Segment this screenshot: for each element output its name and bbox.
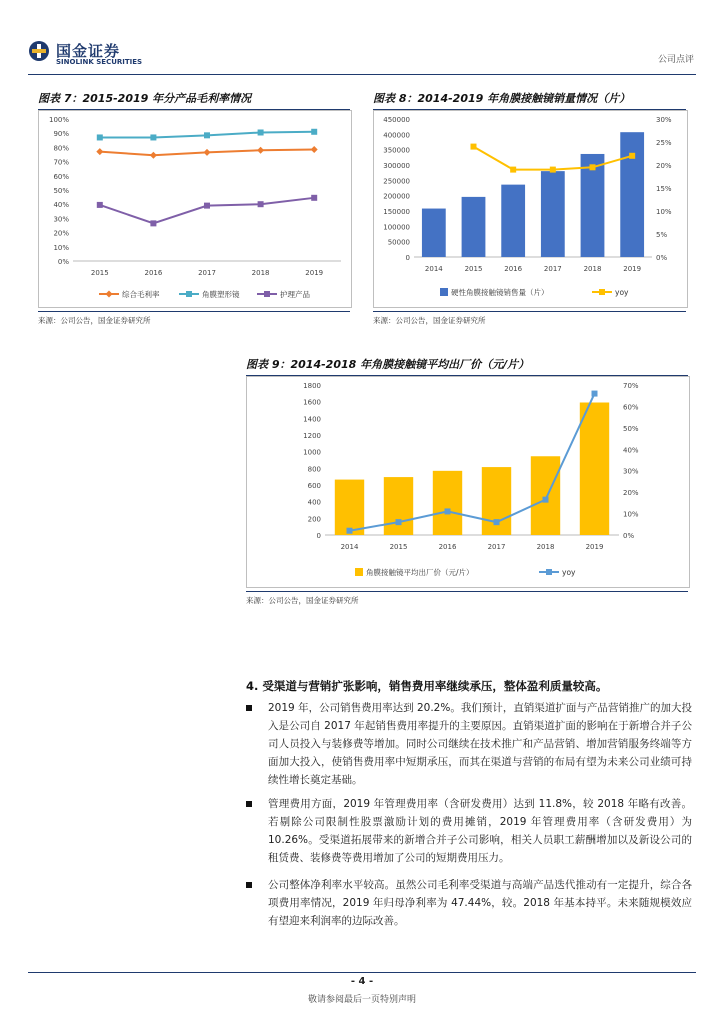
bar <box>433 471 462 535</box>
document-type: 公司点评 <box>657 55 694 65</box>
x-tick-label: 2014 <box>424 265 443 273</box>
bullet-item <box>246 795 692 867</box>
y-right-tick-label: 0% <box>656 254 668 262</box>
y-left-tick-label: 0 <box>316 532 321 540</box>
y-tick-label: 100% <box>48 116 69 124</box>
fig7-chart-frame <box>38 110 352 308</box>
legend-marker <box>264 291 270 297</box>
data-point <box>204 132 210 138</box>
data-point <box>96 148 103 155</box>
logo-text-cn: 国金证券 <box>56 42 121 60</box>
y-right-tick-label: 15% <box>656 185 672 193</box>
y-right-tick-label: 60% <box>623 403 639 412</box>
x-tick-label: 2016 <box>144 269 163 277</box>
y-tick-label: 70% <box>53 158 69 167</box>
legend-label: yoy <box>562 568 576 577</box>
data-point <box>150 220 156 226</box>
y-left-tick-label: 1400 <box>303 415 321 424</box>
y-tick-label: 50% <box>53 187 69 195</box>
yoy-point <box>396 519 402 525</box>
data-point <box>97 202 103 208</box>
bar <box>384 477 413 535</box>
legend-label: 综合毛利率 <box>122 290 160 299</box>
x-tick-label: 2019 <box>585 543 604 551</box>
y-left-tick-label: 1000 <box>303 448 321 457</box>
yoy-point <box>347 528 353 534</box>
y-left-tick-label: 100000 <box>383 223 410 232</box>
bar <box>462 197 486 257</box>
fig9-chart <box>247 377 689 587</box>
y-right-tick-label: 5% <box>656 231 668 239</box>
y-left-tick-label: 450000 <box>383 116 410 124</box>
yoy-point <box>445 508 451 514</box>
bar <box>501 185 525 257</box>
y-tick-label: 40% <box>53 201 69 210</box>
fig9-chart-frame <box>246 376 690 588</box>
x-tick-label: 2017 <box>487 543 506 551</box>
y-right-tick-label: 70% <box>623 382 639 390</box>
legend-marker <box>546 569 552 575</box>
y-left-tick-label: 250000 <box>383 177 410 186</box>
yoy-point <box>629 153 635 159</box>
y-left-tick-label: 350000 <box>383 146 410 155</box>
company-logo-icon <box>28 40 50 62</box>
x-tick-label: 2015 <box>90 269 109 277</box>
bar <box>422 209 446 257</box>
y-left-tick-label: 1600 <box>303 398 321 407</box>
data-point <box>311 129 317 135</box>
legend-marker <box>106 291 113 298</box>
x-tick-label: 2015 <box>389 543 408 551</box>
y-tick-label: 20% <box>53 229 69 238</box>
y-left-tick-label: 150000 <box>383 208 410 216</box>
bullet-text: 管理费用方面，2019 年管理费用率（含研发费用）达到 11.8%，较 2018 年略有改善。若剔除公司限制性股票激励计划的费用摊销，2019 年管理费用率（含研发费用）为 10.26%。受渠道拓展带来的新增合并子公司影响，相关人员职工薪酬增加以及新设公司的租赁费、装修费等费用增加了公司的短期费用压力。 <box>268 798 692 864</box>
data-point <box>311 195 317 201</box>
bar <box>620 132 644 257</box>
y-left-tick-label: 600 <box>307 482 321 490</box>
legend-label: 角膜塑形镜 <box>202 290 240 299</box>
x-tick-label: 2016 <box>504 265 523 273</box>
x-tick-label: 2018 <box>251 269 270 277</box>
y-right-tick-label: 20% <box>656 162 672 170</box>
logo-text-en: SINOLINK SECURITIES <box>56 58 143 66</box>
yoy-point <box>592 391 598 397</box>
y-right-tick-label: 30% <box>656 116 672 124</box>
data-point <box>311 146 318 153</box>
x-tick-label: 2017 <box>198 269 216 277</box>
fig7-title: 图表 7：2015-2019 年分产品毛利率情况 <box>38 90 350 110</box>
section-heading: 4. 受渠道与营销扩张影响，销售费用率继续承压，整体盈利质量较高。 <box>246 679 608 693</box>
yoy-point <box>550 167 556 173</box>
y-left-tick-label: 1800 <box>303 382 321 390</box>
yoy-point <box>510 167 516 173</box>
x-tick-label: 2019 <box>305 269 324 277</box>
fig9-source: 来源：公司公告，国金证券研究所 <box>246 591 688 606</box>
bullet-square-icon <box>246 801 252 807</box>
y-tick-label: 90% <box>53 130 69 139</box>
y-left-tick-label: 400000 <box>383 131 410 140</box>
x-tick-label: 2017 <box>543 265 562 273</box>
y-right-tick-label: 40% <box>623 446 639 455</box>
y-tick-label: 30% <box>53 215 69 224</box>
data-point <box>258 201 264 207</box>
y-right-tick-label: 0% <box>623 532 635 540</box>
legend-label: yoy <box>615 288 629 297</box>
bullet-item <box>246 699 692 789</box>
yoy-point <box>543 497 549 503</box>
y-left-tick-label: 1200 <box>303 432 321 440</box>
legend-label: 角膜接触镜平均出厂价（元/片） <box>366 568 474 577</box>
data-point <box>204 203 210 209</box>
yoy-point <box>590 164 596 170</box>
header-divider <box>28 74 696 75</box>
fig8-title: 图表 8：2014-2019 年角膜接触镜销量情况（片） <box>373 90 686 110</box>
yoy-line <box>474 147 633 170</box>
y-tick-label: 10% <box>53 243 69 252</box>
page-number: - 4 - <box>350 976 374 987</box>
x-tick-label: 2018 <box>536 543 555 551</box>
bullet-square-icon <box>246 882 252 888</box>
y-left-tick-label: 0 <box>405 254 410 262</box>
legend-swatch-bar <box>355 568 363 576</box>
x-tick-label: 2019 <box>623 265 642 273</box>
y-right-tick-label: 20% <box>623 489 639 498</box>
y-right-tick-label: 50% <box>623 424 639 433</box>
x-tick-label: 2018 <box>583 265 602 273</box>
fig9-title: 图表 9：2014-2018 年角膜接触镜平均出厂价（元/片） <box>246 356 688 376</box>
y-tick-label: 80% <box>53 144 69 153</box>
bullet-text: 公司整体净利率水平较高。虽然公司毛利率受渠道与高端产品迭代推动有一定提升，综合各项费用率情况，2019 年归母净利率为 47.44%，较。2018 年基本持平。未来随规模效应有望迎来利润率的边际改善。 <box>268 879 692 927</box>
y-right-tick-label: 25% <box>656 139 672 147</box>
bar <box>335 480 364 535</box>
data-point <box>97 134 103 140</box>
y-right-tick-label: 10% <box>623 510 639 519</box>
bullet-item <box>246 876 692 930</box>
data-point <box>150 134 156 140</box>
y-left-tick-label: 800 <box>307 465 321 474</box>
y-tick-label: 60% <box>53 172 69 181</box>
y-right-tick-label: 10% <box>656 208 672 216</box>
footer-disclaimer: 敬请参阅最后一页特别声明 <box>307 995 416 1005</box>
legend-marker <box>599 289 605 295</box>
y-right-tick-label: 30% <box>623 467 639 476</box>
y-left-tick-label: 50000 <box>387 238 410 247</box>
yoy-point <box>471 144 477 150</box>
footer-divider <box>28 972 696 973</box>
y-left-tick-label: 200 <box>307 515 321 524</box>
fig7-source: 来源：公司公告，国金证券研究所 <box>38 311 350 326</box>
yoy-point <box>494 519 500 525</box>
y-tick-label: 0% <box>57 258 69 266</box>
legend-label: 硬性角膜接触镜销售量（片） <box>451 288 549 297</box>
data-point <box>258 129 264 135</box>
legend-swatch-bar <box>440 288 448 296</box>
data-point <box>150 152 157 159</box>
data-point <box>204 149 211 156</box>
bar <box>580 403 609 536</box>
fig7-chart <box>39 111 351 307</box>
data-point <box>257 147 264 154</box>
fig8-chart <box>374 111 687 307</box>
legend-label: 护理产品 <box>280 290 310 299</box>
fig8-source: 来源：公司公告，国金证券研究所 <box>373 311 686 326</box>
fig8-chart-frame <box>373 110 688 308</box>
y-left-tick-label: 200000 <box>383 192 410 201</box>
y-left-tick-label: 300000 <box>383 162 410 170</box>
x-tick-label: 2016 <box>438 543 457 551</box>
x-tick-label: 2015 <box>464 265 483 273</box>
y-left-tick-label: 400 <box>307 498 321 507</box>
bullet-square-icon <box>246 705 252 711</box>
bar <box>541 171 565 257</box>
bullet-text: 2019 年，公司销售费用率达到 20.2%。我们预计，直销渠道扩面与产品营销推广的加大投入是公司自 2017 年起销售费用率提升的主要原因。直销渠道扩面的影响在于新增合并子公司人员投入与装修费等增加。同时公司继续在技术推广和产品营销、增加营销服务终端等方面加大投入，使销售费用率中短期承压，而其在渠道与营销的布局有望为未来公司业绩可持续性增长奠定基础。 <box>268 702 692 786</box>
series-line <box>100 198 314 224</box>
x-tick-label: 2014 <box>340 543 359 551</box>
legend-marker <box>186 291 192 297</box>
bar <box>531 456 560 535</box>
